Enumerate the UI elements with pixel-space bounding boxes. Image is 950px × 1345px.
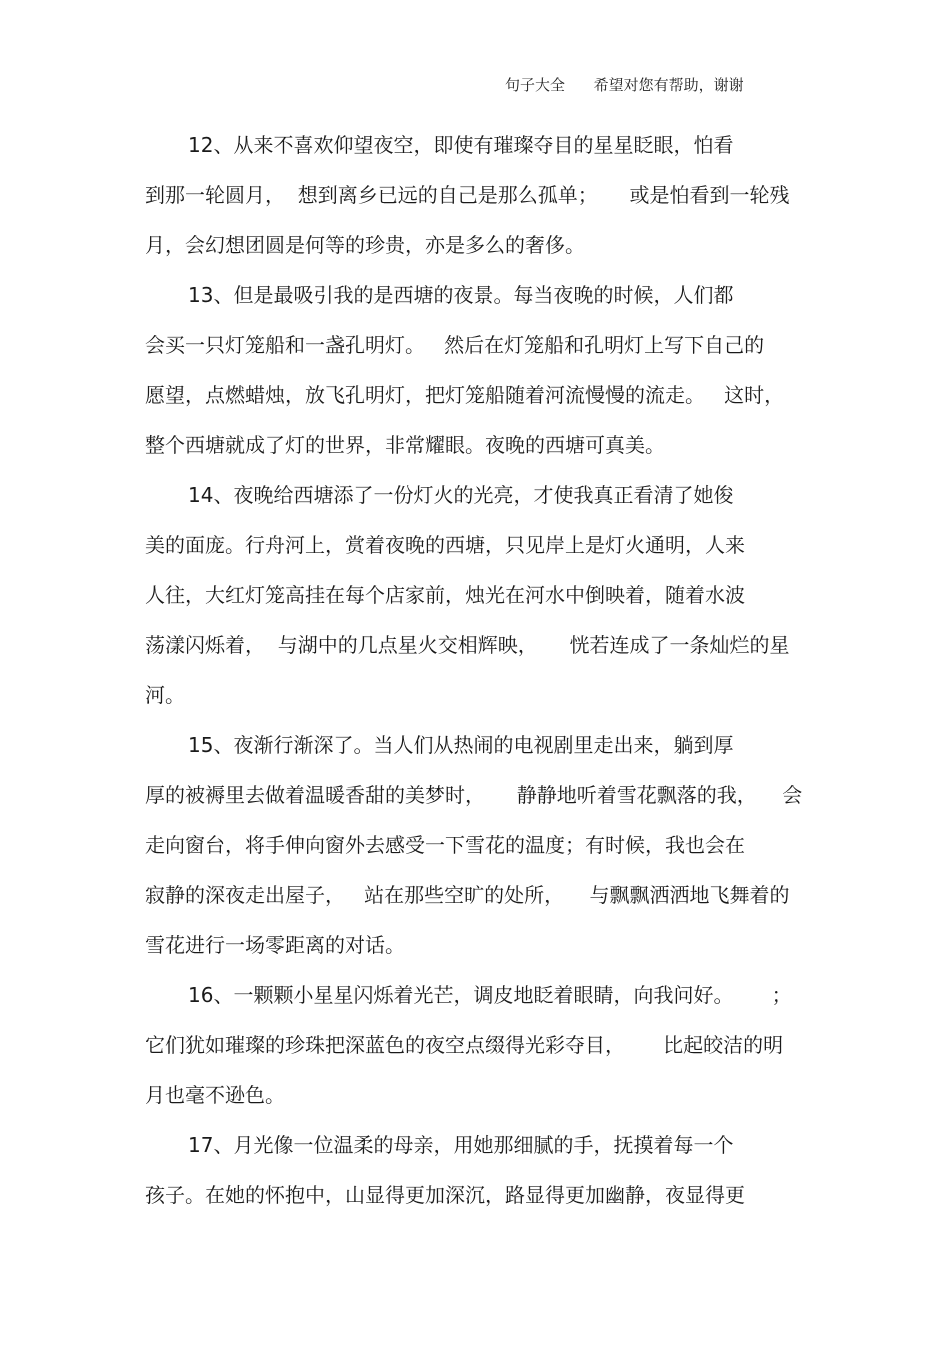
text-line: 愿望，点燃蜡烛，放飞孔明灯，把灯笼船随着河流慢慢的流走。 这时， — [145, 383, 785, 407]
text-line: 17、月光像一位温柔的母亲，用她那细腻的手，抚摸着每一个 — [188, 1133, 734, 1157]
text-line: 荡漾闪烁着， 与湖中的几点星火交相辉映， 恍若连成了一条灿烂的星 — [145, 633, 790, 657]
header-subtitle: 希望对您有帮助，谢谢 — [593, 76, 744, 94]
text-line: 会买一只灯笼船和一盏孔明灯。 然后在灯笼船和孔明灯上写下自己的 — [145, 333, 765, 357]
text-line: 美的面庞。行舟河上，赏着夜晚的西塘，只见岸上是灯火通明，人来 — [145, 533, 745, 557]
text-line: 14、夜晚给西塘添了一份灯火的光亮，才使我真正看清了她俊 — [188, 483, 734, 507]
text-line: 月也毫不逊色。 — [145, 1083, 285, 1107]
text-line: 15、夜渐行渐深了。当人们从热闹的电视剧里走出来，躺到厚 — [188, 733, 734, 757]
text-line: 16、一颗颗小星星闪烁着光芒，调皮地眨着眼睛，向我问好。 ； — [188, 983, 792, 1007]
document-body — [145, 128, 810, 1228]
text-line: 它们犹如璀璨的珍珠把深蓝色的夜空点缀得光彩夺目， 比起皎洁的明 — [145, 1033, 784, 1057]
text-line: 厚的被褥里去做着温暖香甜的美梦时， 静静地听着雪花飘落的我， 会 — [145, 783, 803, 807]
text-line: 月，会幻想团圆是何等的珍贵，亦是多么的奢侈。 — [145, 233, 585, 257]
text-line: 孩子。在她的怀抱中，山显得更加深沉，路显得更加幽静，夜显得更 — [145, 1183, 745, 1207]
page-header — [505, 74, 744, 95]
text-line: 雪花进行一场零距离的对话。 — [145, 933, 405, 957]
text-line: 河。 — [145, 683, 185, 707]
header-title: 句子大全 — [505, 76, 566, 94]
text-line: 12、从来不喜欢仰望夜空，即使有璀璨夺目的星星眨眼，怕看 — [188, 133, 734, 157]
text-line: 整个西塘就成了灯的世界，非常耀眼。夜晚的西塘可真美。 — [145, 433, 665, 457]
text-line: 人往，大红灯笼高挂在每个店家前，烛光在河水中倒映着，随着水波 — [145, 583, 745, 607]
text-line: 13、但是最吸引我的是西塘的夜景。每当夜晚的时候，人们都 — [188, 283, 734, 307]
text-line: 到那一轮圆月， 想到离乡已远的自己是那么孤单； 或是怕看到一轮残 — [145, 183, 790, 207]
text-line: 走向窗台，将手伸向窗外去感受一下雪花的温度；有时候，我也会在 — [145, 833, 745, 857]
text-line: 寂静的深夜走出屋子， 站在那些空旷的处所， 与飘飘洒洒地飞舞着的 — [145, 883, 790, 907]
